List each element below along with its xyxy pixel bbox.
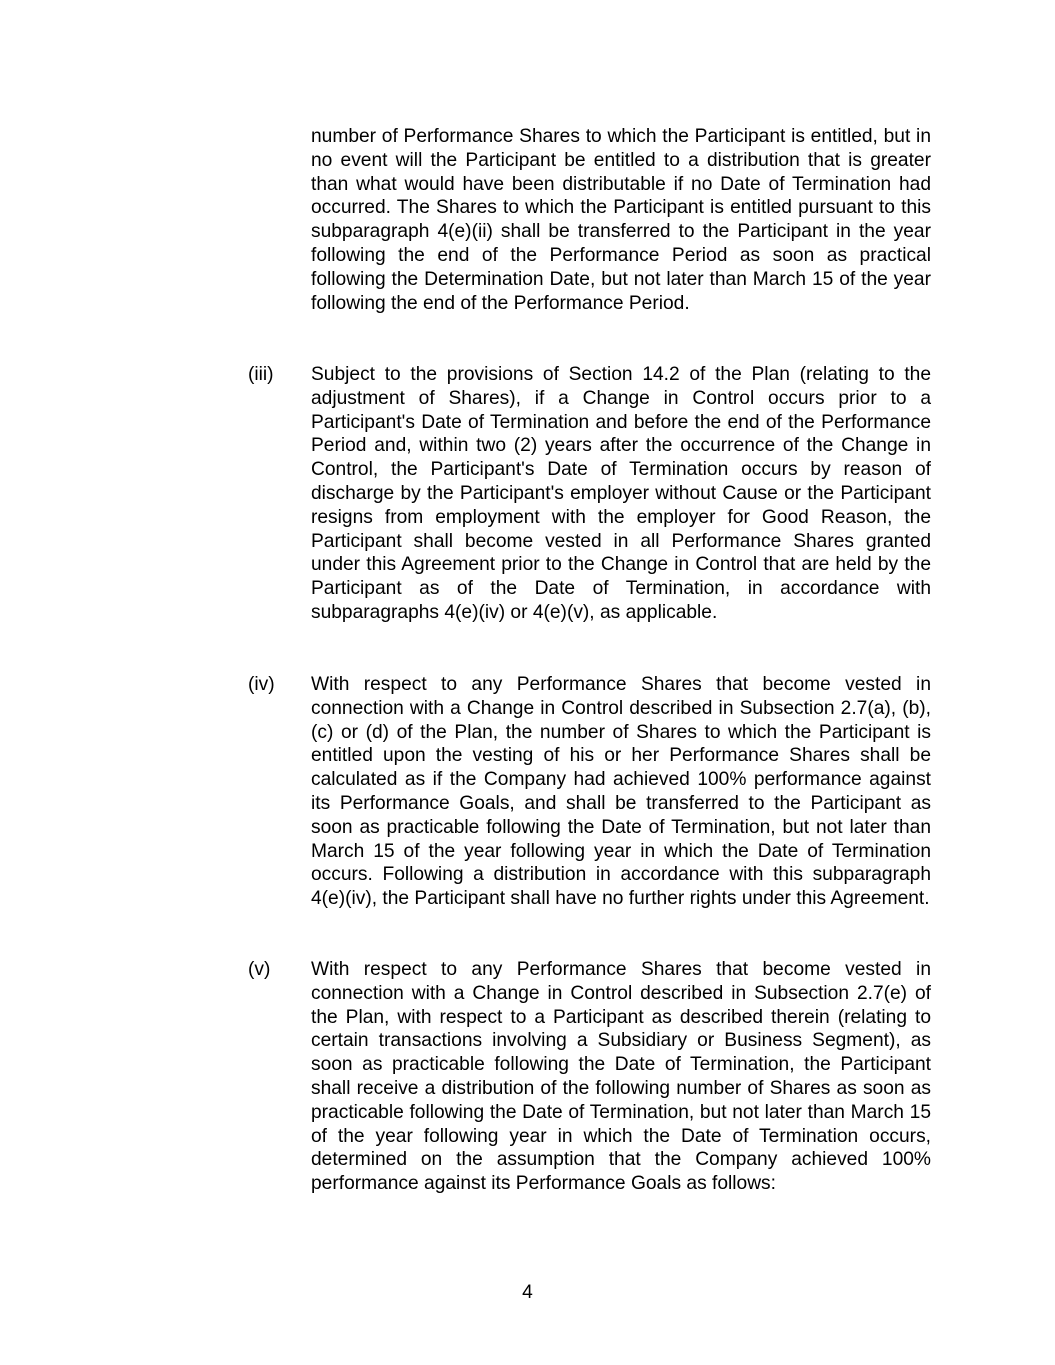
paragraph-number-iii: (iii) [248,364,274,385]
page-number: 4 [522,1282,533,1303]
paragraph-iv: With respect to any Performance Shares that become vested in connection with a Change in Control described in Subsection 2.7(a), (b), (c) or (d) of the Plan, the number of Shares to which the Participant is entitled upon the vesting of his or her Performance Shares shall be calculated as if the Company had achieved 100% performance against its Performance Goals, and shall be transferred to the Participant as soon as practicable following the Date of Termination, but not later than March 15 of the year following year in which the Date of Termination occurs. Following a distribution in accordance with this subparagraph 4(e)(iv), the Participant shall have no further rights under this Agreement. [311,674,931,910]
paragraph-iii: Subject to the provisions of Section 14.2 of the Plan (relating to the adjustment of Shares), if a Change in Control occurs prior to a Participant's Date of Termination and before the end of the Performance Period and, within two (2) years after the occurrence of the Change in Control, the Participant's Date of Termination occurs by reason of discharge by the Participant's employer without Cause or the Participant resigns from employment with the employer for Good Reason, the Participant shall become vested in all Performance Shares granted under this Agreement prior to the Change in Control that are held by the Participant as of the Date of Termination, in accordance with subparagraphs 4(e)(iv) or 4(e)(v), as applicable. [311,364,931,623]
paragraph-number-iv: (iv) [248,674,275,695]
paragraph-number-v: (v) [248,959,271,980]
paragraph-v: With respect to any Performance Shares that become vested in connection with a Change in Control described in Subsection 2.7(e) of the Plan, with respect to a Participant as described therein (relating to certain transactions involving a Subsidiary or Business Segment), as soon as practicable following the Date of Termination, the Participant shall receive a distribution of the following number of Shares as soon as practicable following the Date of Termination, but not later than March 15 of the year following year in which the Date of Termination occurs, determined on the assumption that the Company achieved 100% performance against its Performance Goals as follows: [311,959,931,1195]
continuation-paragraph: number of Performance Shares to which the Participant is entitled, but in no event will the Participant be entitled to a distribution that is greater than what would have been distributable if no Date of Termination had occurred. The Shares to which the Participant is entitled pursuant to this subparagraph 4(e)(ii) shall be transferred to the Participant in the year following the end of the Performance Period as soon as practical following the Determination Date, but not later than March 15 of the year following the end of the Performance Period. [311,126,931,314]
